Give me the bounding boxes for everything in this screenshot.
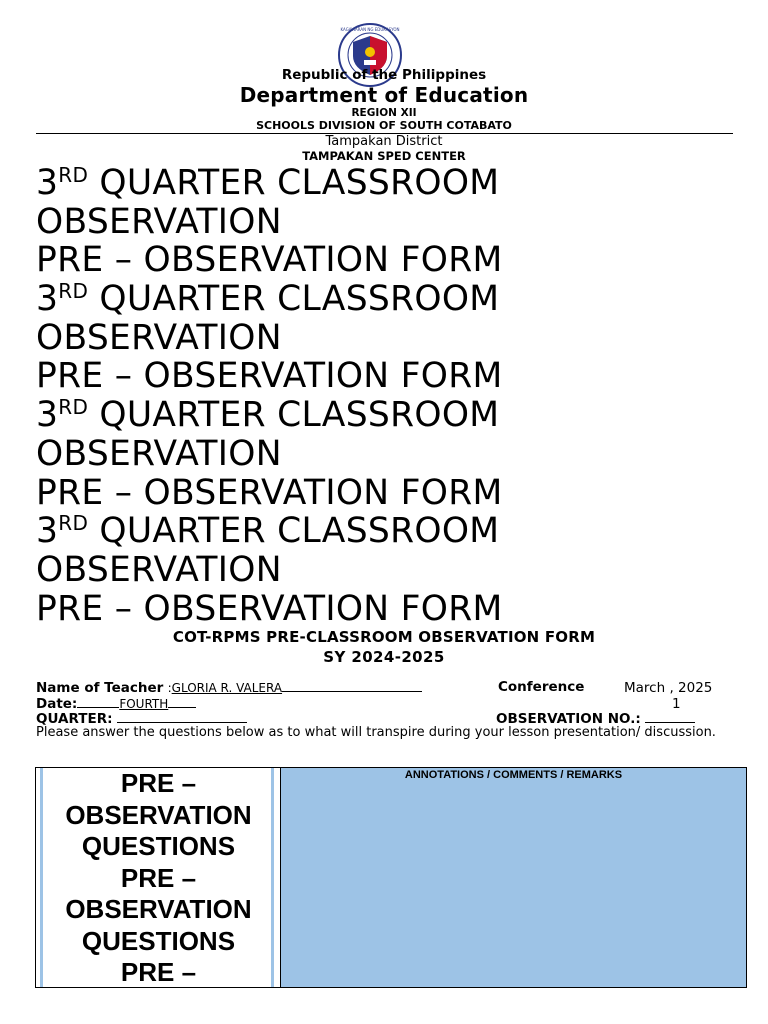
- svg-text:KAGAWARAN NG EDUKASYON: KAGAWARAN NG EDUKASYON: [340, 27, 400, 32]
- questions-line: PRE –: [120, 957, 197, 987]
- title-line: OBSERVATION: [36, 317, 282, 358]
- observation-table: [35, 767, 747, 988]
- observation-label: OBSERVATION NO.:: [496, 711, 641, 727]
- title-line: 3RD QUARTER CLASSROOM: [36, 511, 500, 552]
- title-line: OBSERVATION: [36, 433, 282, 474]
- repeated-title-block: [36, 164, 736, 628]
- quarter-field[interactable]: [117, 710, 247, 723]
- title-line: OBSERVATION: [36, 201, 282, 242]
- republic-heading: Republic of the Philippines: [281, 67, 487, 83]
- title-line: 3RD QUARTER CLASSROOM: [36, 163, 500, 203]
- title-line: PRE – OBSERVATION FORM: [36, 240, 503, 281]
- teacher-name-field[interactable]: GLORIA R. VALERA: [171, 681, 283, 695]
- questions-line: OBSERVATION: [65, 894, 252, 924]
- questions-line: PRE –: [120, 862, 197, 893]
- annotations-heading: ANNOTATIONS / COMMENTS / REMARKS: [404, 769, 623, 781]
- department-heading: Department of Education: [239, 83, 529, 107]
- date-label: Date:: [36, 696, 78, 712]
- teacher-row: Name of Teacher :GLORIA R. VALERA: [36, 679, 422, 696]
- title-line: 3RD QUARTER CLASSROOM: [36, 395, 500, 436]
- questions-line: OBSERVATION: [65, 799, 252, 830]
- title-line: OBSERVATION: [36, 549, 282, 590]
- cell-shading-bar: [40, 768, 43, 987]
- school-heading: TAMPAKAN SPED CENTER: [302, 149, 466, 163]
- questions-line: QUESTIONS: [81, 831, 236, 861]
- questions-heading: [46, 768, 271, 987]
- conference-day: 1: [672, 696, 681, 712]
- district-heading: Tampakan District: [325, 134, 443, 149]
- annotations-cell[interactable]: [281, 768, 746, 987]
- quarter-label: QUARTER:: [36, 711, 113, 727]
- questions-cell: [36, 768, 281, 987]
- questions-line: QUESTIONS: [81, 925, 236, 956]
- questions-line: PRE –: [120, 768, 197, 798]
- instructions-text: Please answer the questions below as to what will transpire during your lesson presentation/ discussion.: [36, 725, 716, 740]
- date-blank-end: [168, 695, 196, 708]
- conference-label: Conference: [498, 679, 585, 695]
- division-heading: SCHOOLS DIVISION OF SOUTH COTABATO: [256, 119, 512, 132]
- date-field[interactable]: FOURTH: [119, 697, 169, 711]
- observation-field[interactable]: [645, 710, 695, 723]
- conference-date[interactable]: March , 2025: [624, 680, 713, 696]
- region-heading: REGION XII: [351, 107, 417, 119]
- date-blank: [77, 695, 119, 708]
- form-title: COT-RPMS PRE-CLASSROOM OBSERVATION FORM: [172, 628, 596, 646]
- title-line: PRE – OBSERVATION FORM: [36, 356, 503, 397]
- title-line: PRE – OBSERVATION FORM: [36, 472, 503, 513]
- title-line: 3RD QUARTER CLASSROOM: [36, 279, 500, 320]
- teacher-blank: [282, 679, 422, 692]
- title-line: PRE – OBSERVATION FORM: [36, 588, 503, 629]
- school-year: SY 2024-2025: [323, 648, 445, 666]
- cell-shading-bar: [271, 768, 274, 987]
- teacher-label: Name of Teacher: [36, 680, 164, 696]
